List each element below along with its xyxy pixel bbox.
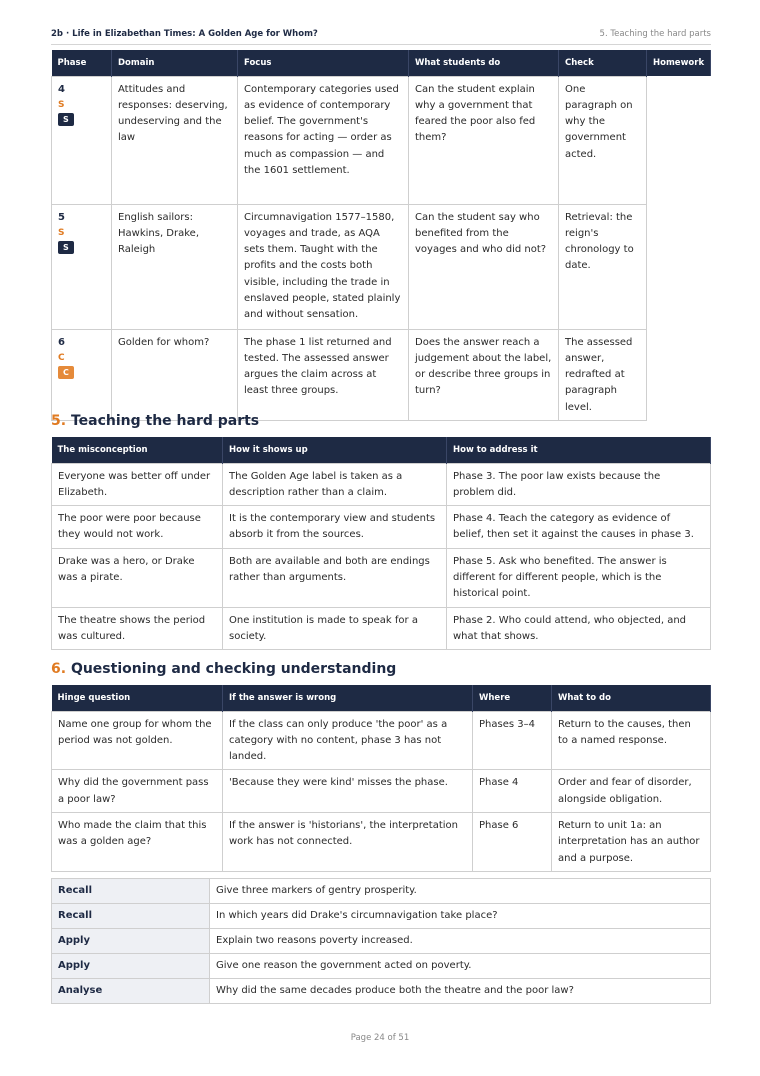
- hinge-table-header: [52, 685, 711, 711]
- section-title: Questioning and checking understanding: [70, 661, 397, 677]
- students-cell: Does the answer reach a judgement about the label, or describe three groups in turn?: [409, 329, 559, 420]
- phase-cell: [52, 329, 112, 420]
- table-row: [52, 463, 711, 506]
- check-cell: One paragraph on why the government acted.: [559, 76, 647, 204]
- phase-table: [51, 50, 711, 421]
- address-cell: Phase 5. Ask who benefited. The answer is different for different people, which is the historical point.: [447, 548, 711, 607]
- phase-number: 6: [58, 336, 65, 348]
- phase-number: 4: [58, 83, 65, 95]
- misconception-cell: Drake was a hero, or Drake was a pirate.: [52, 548, 223, 607]
- col-address: How to address it: [447, 437, 711, 463]
- section-number: 6.: [51, 661, 67, 677]
- domain-cell: Attitudes and responses: deserving, undeserving and the law: [112, 76, 238, 204]
- homework-cell: [647, 76, 711, 204]
- check-cell: The assessed answer, redrafted at paragraph level.: [559, 329, 647, 420]
- table-row: [52, 879, 711, 904]
- if-wrong-cell: If the class can only produce 'the poor' as a category with no content, phase 3 has not landed.: [223, 711, 473, 770]
- what-to-do-cell: Return to unit 1a: an interpretation has an author and a purpose.: [552, 812, 711, 871]
- question-text: Give three markers of gentry prosperity.: [210, 879, 711, 904]
- address-cell: Phase 3. The poor law exists because the problem did.: [447, 463, 711, 506]
- hinge-question-table: [51, 685, 711, 872]
- homework-cell: [647, 329, 711, 420]
- question-level: Apply: [52, 954, 210, 979]
- running-header: [51, 27, 711, 45]
- table-row: [52, 548, 711, 607]
- col-phase: Phase: [52, 50, 112, 76]
- phase-type-letter: C: [58, 352, 65, 363]
- section-heading-questioning: [51, 661, 396, 677]
- hinge-question-cell: Why did the government pass a poor law?: [52, 770, 223, 813]
- col-what-to-do: What to do: [552, 685, 711, 711]
- focus-cell: Circumnavigation 1577–1580, voyages and trade, as AQA sets them. Taught with the profits and the costs both visible, including the trade in enslaved people, stated plainly and without sensation.: [238, 204, 409, 329]
- focus-cell: Contemporary categories used as evidence of contemporary belief. The government's reasons for acting — order as much as compassion — and the 1601 settlement.: [238, 76, 409, 204]
- section-indicator: 5. Teaching the hard parts: [599, 28, 711, 39]
- question-level: Recall: [52, 879, 210, 904]
- if-wrong-cell: 'Because they were kind' misses the phase.: [223, 770, 473, 813]
- hinge-question-cell: Name one group for whom the period was not golden.: [52, 711, 223, 770]
- table-row: [52, 711, 711, 770]
- col-focus: Focus: [238, 50, 409, 76]
- phase-table-header: [52, 50, 711, 76]
- question-level: Analyse: [52, 979, 210, 1004]
- where-cell: Phase 4: [473, 770, 552, 813]
- where-cell: Phases 3–4: [473, 711, 552, 770]
- shows-up-cell: The Golden Age label is taken as a description rather than a claim.: [223, 463, 447, 506]
- table-row: [52, 329, 711, 420]
- table-row: [52, 904, 711, 929]
- table-row: [52, 506, 711, 549]
- col-misconception: The misconception: [52, 437, 223, 463]
- retrieval-table: [51, 878, 711, 1004]
- phase-type-letter: S: [58, 227, 65, 238]
- domain-cell: English sailors: Hawkins, Drake, Raleigh: [112, 204, 238, 329]
- col-hinge-question: Hinge question: [52, 685, 223, 711]
- table-row: [52, 929, 711, 954]
- page-number: Page 24 of 51: [350, 1033, 410, 1043]
- question-level: Apply: [52, 929, 210, 954]
- table-row: [52, 204, 711, 329]
- hinge-question-cell: Who made the claim that this was a golden age?: [52, 812, 223, 871]
- phase-number: 5: [58, 211, 65, 223]
- shows-up-cell: One institution is made to speak for a society.: [223, 607, 447, 650]
- question-level: Recall: [52, 904, 210, 929]
- question-text: Give one reason the government acted on poverty.: [210, 954, 711, 979]
- col-check: Check: [559, 50, 647, 76]
- document-title: 2b · Life in Elizabethan Times: A Golden Age for Whom?: [51, 28, 318, 39]
- question-text: Why did the same decades produce both the theatre and the poor law?: [210, 979, 711, 1004]
- col-homework: Homework: [647, 50, 711, 76]
- address-cell: Phase 4. Teach the category as evidence of belief, then set it against the causes in phase 3.: [447, 506, 711, 549]
- phase-type-badge: S: [58, 113, 74, 126]
- where-cell: Phase 6: [473, 812, 552, 871]
- table-row: [52, 76, 711, 204]
- col-if-wrong: If the answer is wrong: [223, 685, 473, 711]
- shows-up-cell: It is the contemporary view and students absorb it from the sources.: [223, 506, 447, 549]
- col-students: What students do: [409, 50, 559, 76]
- table-row: [52, 812, 711, 871]
- shows-up-cell: Both are available and both are endings rather than arguments.: [223, 548, 447, 607]
- misconception-cell: The theatre shows the period was cultured.: [52, 607, 223, 650]
- table-row: [52, 607, 711, 650]
- homework-cell: [647, 204, 711, 329]
- question-text: Explain two reasons poverty increased.: [210, 929, 711, 954]
- misconception-cell: The poor were poor because they would not work.: [52, 506, 223, 549]
- students-cell: Can the student explain why a government that feared the poor also fed them?: [409, 76, 559, 204]
- phase-type-badge: C: [58, 366, 74, 379]
- what-to-do-cell: Order and fear of disorder, alongside obligation.: [552, 770, 711, 813]
- phase-type-letter: S: [58, 99, 65, 110]
- section-heading-teaching-hard-parts: [51, 413, 259, 429]
- domain-cell: Golden for whom?: [112, 329, 238, 420]
- if-wrong-cell: If the answer is 'historians', the interpretation work has not connected.: [223, 812, 473, 871]
- section-number: 5.: [51, 413, 67, 429]
- col-where: Where: [473, 685, 552, 711]
- misconception-cell: Everyone was better off under Elizabeth.: [52, 463, 223, 506]
- table-row: [52, 954, 711, 979]
- phase-cell: [52, 204, 112, 329]
- phase-type-badge: S: [58, 241, 74, 254]
- students-cell: Can the student say who benefited from the voyages and who did not?: [409, 204, 559, 329]
- what-to-do-cell: Return to the causes, then to a named response.: [552, 711, 711, 770]
- misconception-table: [51, 437, 711, 650]
- col-shows-up: How it shows up: [223, 437, 447, 463]
- focus-cell: The phase 1 list returned and tested. The assessed answer argues the claim across at least three groups.: [238, 329, 409, 420]
- table-row: [52, 770, 711, 813]
- address-cell: Phase 2. Who could attend, who objected, and what that shows.: [447, 607, 711, 650]
- col-domain: Domain: [112, 50, 238, 76]
- misconception-table-header: [52, 437, 711, 463]
- table-row: [52, 979, 711, 1004]
- question-text: In which years did Drake's circumnavigation take place?: [210, 904, 711, 929]
- section-title: Teaching the hard parts: [70, 413, 260, 429]
- check-cell: Retrieval: the reign's chronology to date.: [559, 204, 647, 329]
- phase-cell: [52, 76, 112, 204]
